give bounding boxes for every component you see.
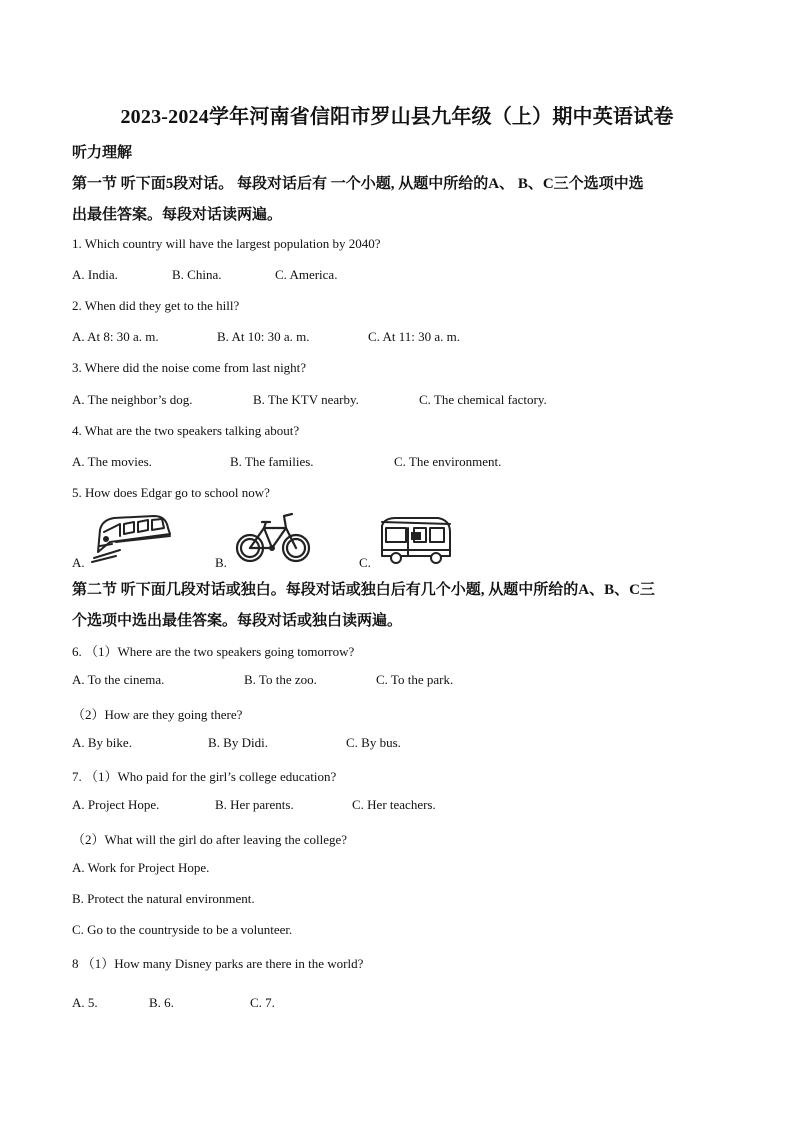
q1-option-c: C. America. [275,267,338,282]
q7-1-option-a: A. Project Hope. [72,797,160,812]
q7-1-option-b: B. Her parents. [215,797,294,812]
q2-option-a: A. At 8: 30 a. m. [72,329,159,344]
part1-instruction-line2: 出最佳答案。每段对话读两遍。 [72,207,283,223]
q3-option-b: B. The KTV nearby. [253,392,359,407]
q4-option-b: B. The families. [230,454,314,469]
question-5: 5. How does Edgar go to school now? [72,485,270,500]
q6-2-option-c: C. By bus. [346,735,401,750]
question-4: 4. What are the two speakers talking about? [72,423,300,438]
q1-option-b: B. China. [172,267,222,282]
bicycle-icon [234,510,312,564]
question-6-1: 6. （1）Where are the two speakers going tomorrow? [72,644,355,659]
q7-1-option-c: C. Her teachers. [352,797,436,812]
q4-option-c: C. The environment. [394,454,502,469]
part2-instruction-line2: 个选项中选出最佳答案。每段对话或独白读两遍。 [72,613,403,629]
q6-1-option-c: C. To the park. [376,672,454,687]
q6-1-option-b: B. To the zoo. [244,672,317,687]
q6-2-option-b: B. By Didi. [208,735,268,750]
q5-option-c: C. [359,555,371,570]
q6-1-option-a: A. To the cinema. [72,672,165,687]
question-7-2: （2）What will the girl do after leaving the college? [72,832,348,847]
question-1: 1. Which country will have the largest population by 2040? [72,236,381,251]
q3-option-c: C. The chemical factory. [419,392,547,407]
q7-2-option-b: B. Protect the natural environment. [72,891,255,906]
train-icon [90,512,172,564]
q1-option-a: A. India. [72,267,118,282]
q2-option-b: B. At 10: 30 a. m. [217,329,310,344]
question-3: 3. Where did the noise come from last night? [72,360,307,375]
q7-2-option-c: C. Go to the countryside to be a volunteer. [72,922,293,937]
question-8-1: 8 （1）How many Disney parks are there in the world? [72,956,364,971]
section-heading: 听力理解 [72,145,133,161]
q3-option-a: A. The neighbor’s dog. [72,392,193,407]
part2-instruction-line1: 第二节 听下面几段对话或独白。每段对话或独白后有几个小题, 从题中所给的A、B、C三 [72,582,655,598]
page-title: 2023-2024学年河南省信阳市罗山县九年级（上）期中英语试卷 [120,106,674,128]
q7-2-option-a: A. Work for Project Hope. [72,860,210,875]
q5-option-b: B. [215,555,227,570]
question-7-1: 7. （1）Who paid for the girl’s college education? [72,769,337,784]
q8-1-option-c: C. 7. [250,995,275,1010]
bus-icon [378,512,454,566]
q6-2-option-a: A. By bike. [72,735,132,750]
question-2: 2. When did they get to the hill? [72,298,240,313]
q5-option-a: A. [72,555,85,570]
q8-1-option-a: A. 5. [72,995,98,1010]
question-6-2: （2）How are they going there? [72,707,243,722]
q4-option-a: A. The movies. [72,454,152,469]
q2-option-c: C. At 11: 30 a. m. [368,329,460,344]
part1-instruction-line1: 第一节 听下面5段对话。 每段对话后有 一个小题, 从题中所给的A、 B、C三个选项中选 [72,176,644,192]
q8-1-option-b: B. 6. [149,995,174,1010]
